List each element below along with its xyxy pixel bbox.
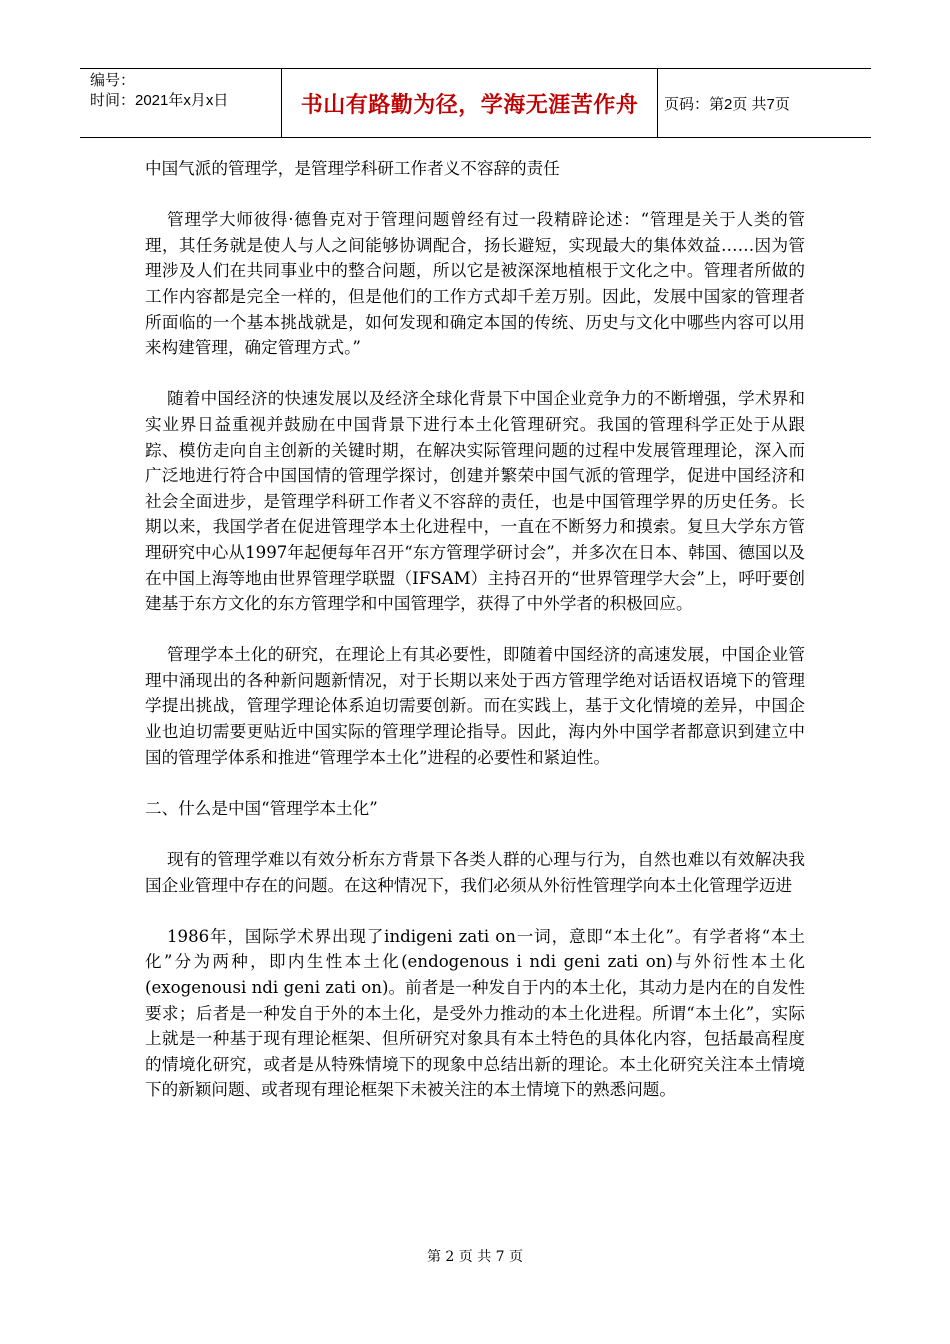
section-lead: 中国气派的管理学，是管理学科研工作者义不容辞的责任 (145, 159, 560, 178)
header-page-label: 页码：第2页 共7页 (664, 95, 790, 113)
header-motto: 书山有路勤为径，学海无涯苦作舟 (282, 69, 658, 137)
paragraph-drucker-quote: 管理学大师彼得·德鲁克对于管理问题曾经有过一段精辟论述：“管理是关于人类的管理，其任务就是使人与人之间能够协调配合，扬长避短，实现最大的集体效益……因为管理涉及人们在共同事业中的整合问题，所以它是被深深地植根于文化之中。管理者所做的工作内容都是完全一样的，但是他们的工作方式却千差万别。因此，发展中国家的管理者所面临的一个基本挑战就是，如何发现和确定本国的传统、历史与文化中哪些内容可以用来构建管理，确定管理方式。” (145, 210, 805, 358)
page-footer: 第 2 页 共 7 页 (426, 1249, 524, 1265)
paragraph-current-state: 现有的管理学难以有效分析东方背景下各类人群的心理与行为，自然也难以有效解决我国企业管理中存在的问题。在这种情况下，我们必须从外衍性管理学向本土化管理学迈进 (145, 850, 805, 895)
section-heading: 二、什么是中国“管理学本土化” (145, 798, 378, 818)
paragraph-localization-background: 随着中国经济的快速发展以及经济全球化背景下中国企业竞争力的不断增强，学术界和实业界日益重视并鼓励在中国背景下进行本土化管理研究。我国的管理科学正处于从跟踪、模仿走向自主创新的关键时期，在解决实际管理问题的过程中发展管理理论，深入而广泛地进行符合中国国情的管理学探讨，创建并繁荣中国气派的管理学，促进中国经济和社会全面进步，是管理学科研工作者义不容辞的责任，也是中国管理学界的历史任务。长期以来，我国学者在促进管理学本土化进程中，一直在不断努力和摸索。复旦大学东方管理研究中心从1997年起便每年召开“东方管理学研讨会”，并多次在日本、韩国、德国以及在中国上海等地由世界管理学联盟（IFSAM）主持召开的“世界管理学大会”上，呼吁要创建基于东方文化的东方管理学和中国管理学，获得了中外学者的积极回应。 (145, 389, 805, 614)
document-body (145, 156, 805, 1129)
page-header (80, 68, 871, 138)
paragraph-necessity: 管理学本土化的研究，在理论上有其必要性，即随着中国经济的高速发展，中国企业管理中涌现出的各种新问题新情况，对于长期以来处于西方管理学绝对话语权语境下的管理学提出挑战，管理学理论体系迫切需要创新。而在实践上，基于文化情境的差异，中国企业也迫切需要更贴近中国实际的管理学理论指导。因此，海内外中国学者都意识到建立中国的管理学体系和推进“管理学本土化”进程的必要性和紧迫性。 (145, 645, 805, 767)
header-meta (80, 69, 282, 137)
number-label: 编号： (90, 72, 136, 89)
paragraph-definition: 1986年，国际学术界出现了indigeni zati on一词，意即“本土化”。有学者将“本土化”分为两种，即内生性本土化(endogenous i ndi geni zati on)与外衍性本土化(exogenousi ndi geni zati on)。前者是一种发自于内的本土化，其动力是内在的自发性要求；后者是一种发自于外的本土化，是受外力推动的本土化进程。所谓“本土化”，实际上就是一种基于现有理论框架、但所研究对象具有本土特色的具体化内容，包括最高程度的情境化研究，或者是从特殊情境下的现象中总结出新的理论。本土化研究关注本土情境下的新颖问题、或者现有理论框架下未被关注的本土情境下的熟悉问题。 (145, 926, 805, 1100)
date-label: 时间：2021年x月x日 (90, 92, 229, 109)
